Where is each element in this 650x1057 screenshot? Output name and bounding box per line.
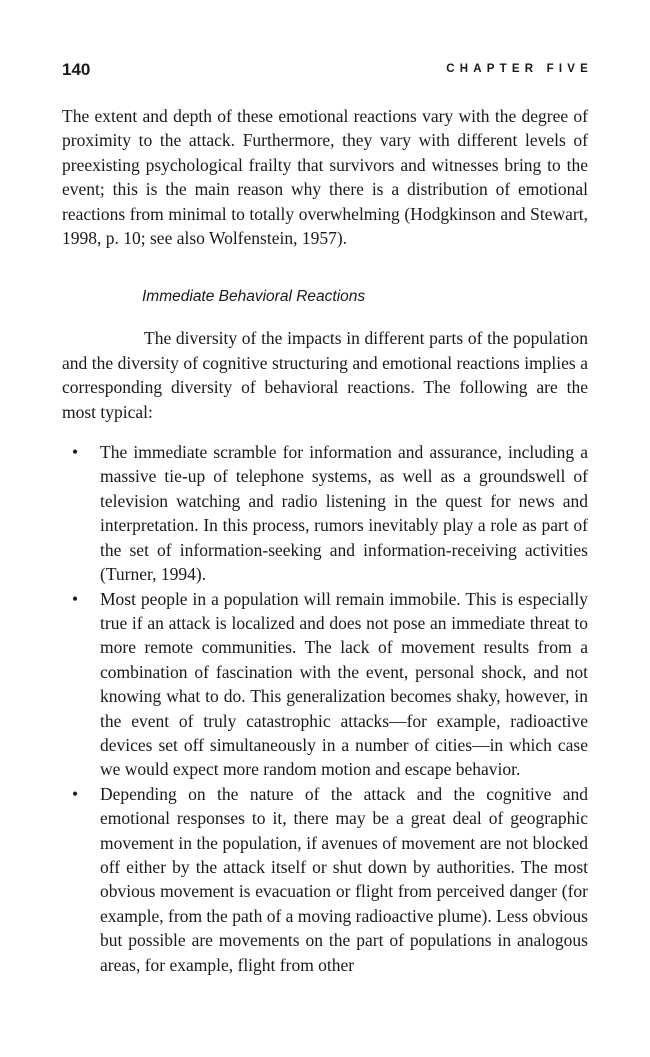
list-item xyxy=(62,440,588,586)
list-item xyxy=(62,782,588,977)
paragraph-emotional-reactions: The extent and depth of these emotional reactions vary with the degree of proximity to the attack. Furthermore, they vary with different levels of preexisting psychological frailty that survivors and witnesses bring to the event; this is the main reason why there is a distribution of emotional reactions from minimal to totally overwhelming (Hodgkinson and Stewart, 1998, p. 10; see also Wolfenstein, 1957). xyxy=(62,106,588,249)
section-heading: Immediate Behavioral Reactions xyxy=(142,288,366,306)
running-head xyxy=(62,60,593,86)
bullet-icon: • xyxy=(72,588,79,609)
list-item xyxy=(62,587,588,782)
paragraph-behavioral-diversity: The diversity of the impacts in different parts of the population and the diversity of cognitive structuring and emotional reactions implies a corresponding diversity of behavioral reactions. The following are the most typical: xyxy=(62,328,588,422)
behavioral-reactions-list xyxy=(62,440,588,977)
list-item-text: Most people in a population will remain immobile. This is especially true if an attack is localized and does not pose an immediate threat to more remote communities. The lack of movement results from a combination of fascination with the event, personal shock, and not knowing what to do. This generalization becomes shaky, however, in the event of truly catastrophic attacks—for example, radioactive devices set off simultaneously in a number of cities—in which case we would expect more random motion and escape behavior. xyxy=(100,588,588,780)
page-number: 140 xyxy=(62,60,91,79)
list-item-text: Depending on the nature of the attack and the cognitive and emotional responses to it, there may be a great deal of geographic movement in the population, if avenues of movement are not blocked off either by the attack itself or shut down by authorities. The most obvious movement is evacuation or flight from perceived danger (for example, from the path of a moving radioactive plume). Less obvious but possible are movements on the part of populations in analogous areas, for example, flight from other xyxy=(100,783,588,975)
chapter-label: CHAPTER FIVE xyxy=(446,63,593,75)
book-page xyxy=(62,60,593,977)
bullet-icon: • xyxy=(72,783,79,804)
list-item-text: The immediate scramble for information and assurance, including a massive tie-up of telephone systems, as well as a groundswell of television watching and radio listening in the quest for news and interpretation. In this process, rumors inevitably play a role as part of the set of information-seeking and information-receiving activities (Turner, 1994). xyxy=(100,442,588,585)
bullet-icon: • xyxy=(72,442,79,463)
